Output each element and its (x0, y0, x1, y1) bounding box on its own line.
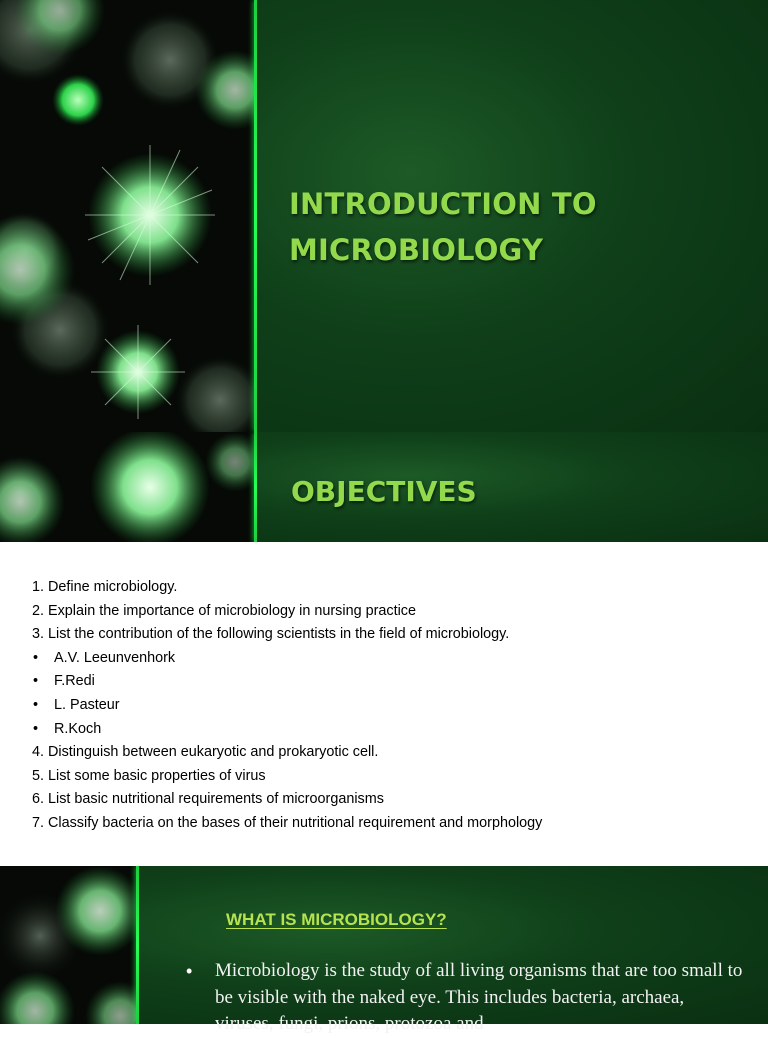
definition-text: Microbiology is the study of all living organisms that are too small to be visible with the naked eye. This includes bacteria, archaea, viruses, fungi, prions, protozoa and (215, 960, 743, 1034)
list-item: 7. Classify bacteria on the bases of their nutritional requirement and morphology (32, 814, 543, 831)
list-item: 2. Explain the importance of microbiology in nursing practice (32, 602, 416, 619)
objectives-list (32, 576, 752, 836)
bacteria-image (0, 0, 254, 432)
bacteria-image (0, 432, 254, 542)
list-item: 3. List the contribution of the following scientists in the field of microbiology. (32, 626, 510, 643)
list-item: 4. Distinguish between eukaryotic and prokaryotic cell. (32, 744, 379, 761)
bullet-icon: • (33, 720, 39, 737)
objectives-heading: OBJECTIVES (291, 475, 477, 508)
bullet-icon: • (33, 673, 39, 690)
bullet-icon: • (33, 649, 39, 666)
list-item: 1. Define microbiology. (32, 579, 178, 595)
bullet-icon: • (186, 961, 193, 981)
bacteria-image (0, 866, 136, 1024)
slide-title (289, 181, 729, 273)
list-item: • L. Pasteur (32, 694, 752, 718)
list-item: • A.V. Leeunvenhork (32, 647, 752, 671)
list-item: • R.Koch (32, 718, 752, 742)
title-line-1: INTRODUCTION TO (289, 187, 597, 221)
title-line-2: MICROBIOLOGY (289, 233, 544, 267)
bullet-icon: • (33, 696, 39, 713)
list-item: 5. List some basic properties of virus (32, 767, 266, 784)
virus-illustration-icon (0, 432, 254, 542)
virus-illustration-icon (0, 866, 136, 1024)
virus-illustration-icon (0, 0, 254, 432)
list-item: 6. List basic nutritional requirements of microorganisms (32, 791, 384, 808)
section-heading: WHAT IS MICROBIOLOGY? (226, 910, 447, 929)
list-item: • F.Redi (32, 670, 752, 694)
